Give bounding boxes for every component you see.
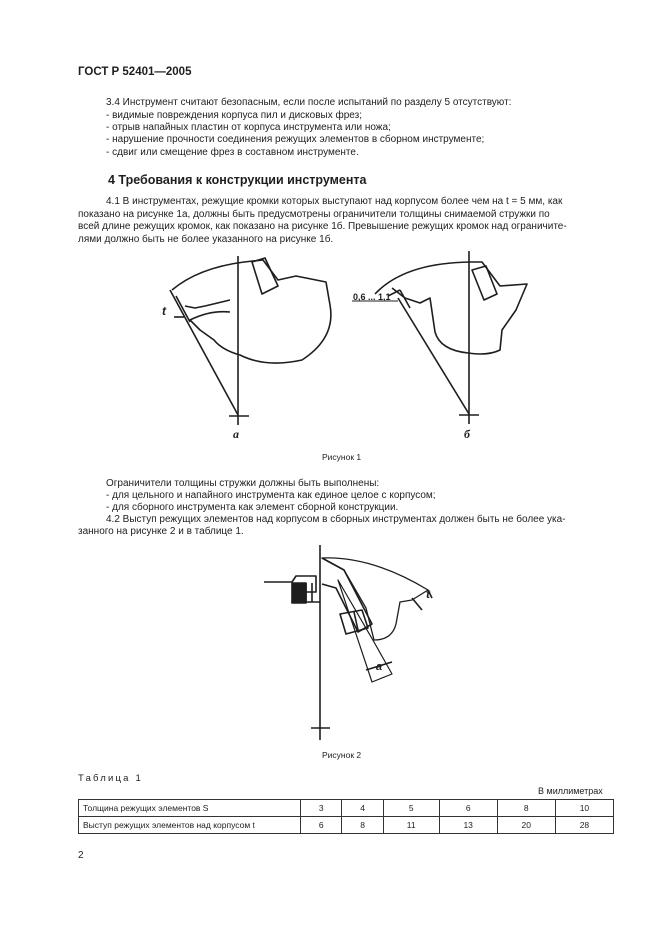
figure-2-drawing [0, 540, 661, 745]
limiters-line: Ограничители толщины стружки должны быть выполнены: [106, 478, 380, 489]
table-row [79, 800, 614, 817]
figure-1b-dimension: 0,6 ... 1,1 [353, 292, 391, 302]
paragraph-4-2-line: занного на рисунке 2 и в таблице 1. [78, 526, 244, 537]
paragraph-4-1-line: лями должно быть не более указанного на рисунке 1б. [78, 234, 334, 245]
page-number: 2 [78, 850, 84, 861]
section-3-4-item: - видимые повреждения корпуса пил и дисковых фрез; [106, 110, 362, 121]
table-cell: 4 [342, 800, 383, 817]
paragraph-4-1-line: 4.1 В инструментах, режущие кромки которых выступают над корпусом более чем на t = 5 мм, как [106, 196, 563, 207]
figure-1a-label: а [233, 427, 239, 441]
table-cell: 3 [301, 800, 342, 817]
table-1 [78, 799, 614, 834]
figure-1-caption: Рисунок 1 [322, 452, 362, 462]
table-cell: 6 [301, 817, 342, 834]
limiters-line: - для сборного инструмента как элемент сборной конструкции. [106, 502, 399, 513]
paragraph-4-1-line: всей длине режущих кромок, как показано на рисунке 1б. Превышение режущих кромок над ограничите- [78, 221, 567, 232]
figure-1a-t-label: t [162, 304, 166, 318]
section-3-4-item: - отрыв напайных пластин от корпуса инструмента или ножа; [106, 122, 391, 133]
table-row-header: Толщина режущих элементов S [79, 800, 301, 817]
table-1-units: В миллиметрах [538, 786, 603, 796]
table-cell: 8 [497, 800, 555, 817]
figure-1b-label: б [464, 427, 470, 441]
table-cell: 10 [555, 800, 613, 817]
section-3-4-item: - нарушение прочности соединения режущих элементов в сборном инструменте; [106, 134, 485, 145]
table-row-header: Выступ режущих элементов над корпусом t [79, 817, 301, 834]
table-cell: 20 [497, 817, 555, 834]
table-cell: 13 [439, 817, 497, 834]
paragraph-4-1-line: показано на рисунке 1а, должны быть предусмотрены ограничители толщины снимаемой стружки по [78, 209, 550, 220]
table-cell: 5 [383, 800, 439, 817]
table-1-label: Таблица 1 [78, 773, 143, 784]
table-cell: 6 [439, 800, 497, 817]
table-cell: 11 [383, 817, 439, 834]
figure-2-a-label: a [376, 661, 383, 673]
figure-1a-drawing [170, 256, 331, 425]
section-3-4-intro: 3.4 Инструмент считают безопасным, если после испытаний по разделу 5 отсутствуют: [106, 97, 512, 108]
section-4-title: 4 Требования к конструкции инструмента [108, 173, 367, 187]
table-cell: 28 [555, 817, 613, 834]
limiters-line: - для цельного и напайного инструмента как единое целое с корпусом; [106, 490, 436, 501]
figure-1b-drawing [375, 251, 527, 424]
table-row [79, 817, 614, 834]
document-header: ГОСТ Р 52401—2005 [78, 66, 192, 78]
table-cell: 8 [342, 817, 383, 834]
section-3-4-item: - сдвиг или смещение фрез в составном инструменте. [106, 147, 359, 158]
figure-2-caption: Рисунок 2 [322, 750, 362, 760]
paragraph-4-2-line: 4.2 Выступ режущих элементов над корпусом в сборных инструментах должен быть не более ука- [106, 514, 566, 525]
figure-2-t-label: t [426, 587, 430, 601]
